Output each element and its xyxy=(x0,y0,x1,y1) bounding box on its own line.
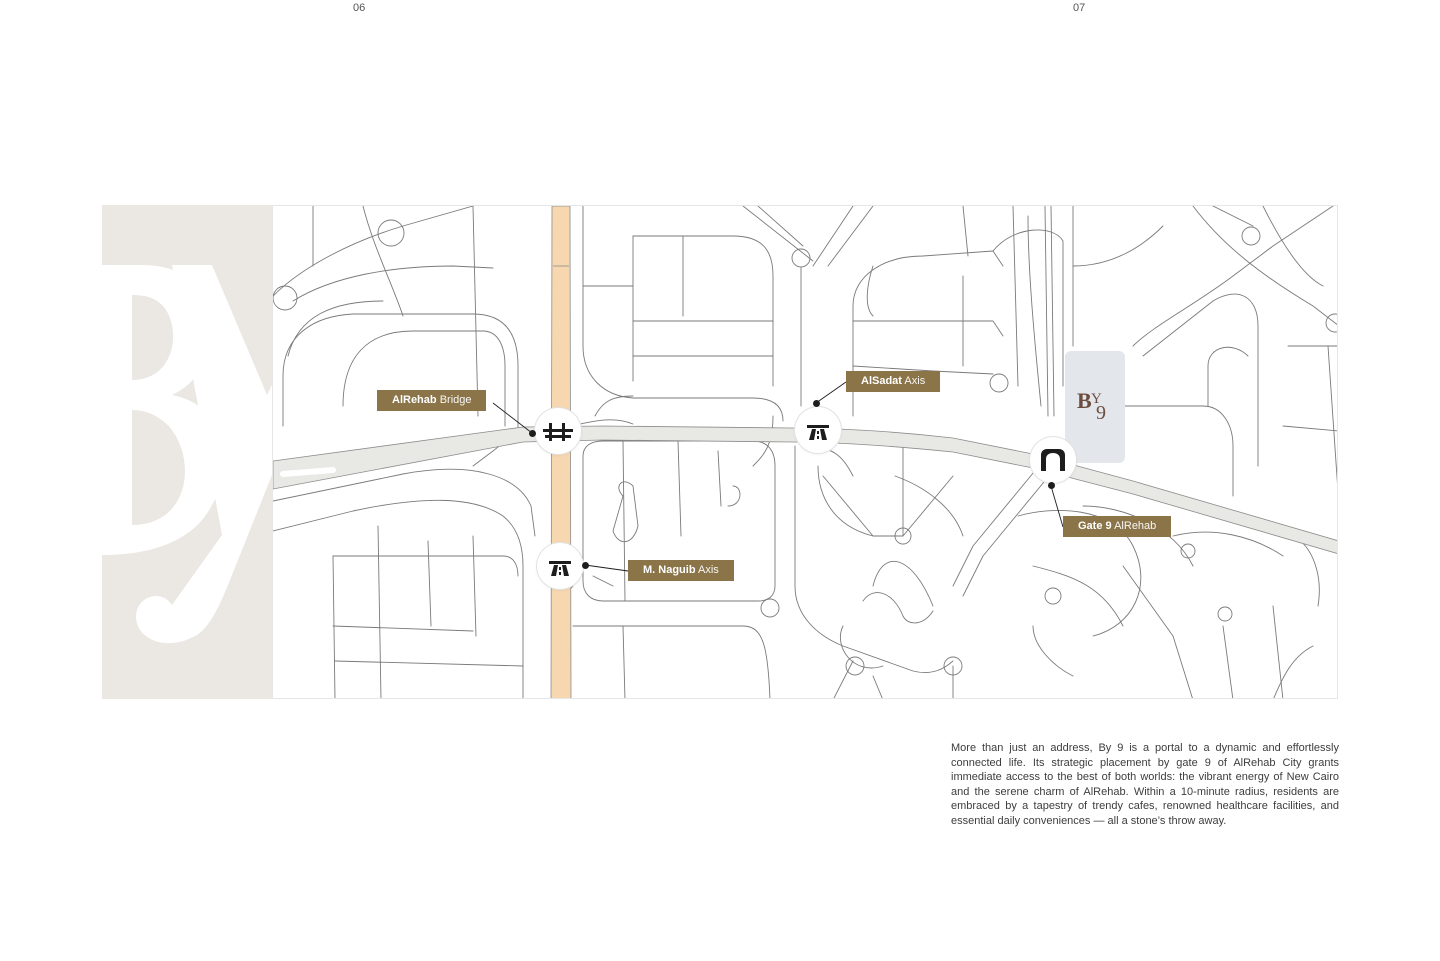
highway-icon xyxy=(807,420,829,440)
callout-alrehab-bridge-bold: AlRehab xyxy=(392,394,437,406)
description-paragraph: More than just an address, By 9 is a portal to a dynamic and effortlessly connected life. Its strategic placement by gate 9 of AlRehab City grants immediate access to the best of both worlds: the vibrant energy of New Cairo and the serene charm of AlRehab. Within a 10-minute radius, residents are embraced by a tapestry of trendy cafes, renowned healthcare facilities, and essential daily conveniences — all a stone’s throw away. xyxy=(951,742,1339,827)
gate-9-pin xyxy=(1048,482,1055,489)
callout-gate-9-bold: Gate 9 xyxy=(1078,520,1112,532)
callout-alsadat-axis-light: Axis xyxy=(904,375,926,387)
svg-text:B: B xyxy=(1077,388,1092,413)
svg-text:Y: Y xyxy=(1091,391,1102,407)
map-streets xyxy=(273,206,1338,699)
bridge-icon xyxy=(543,421,573,441)
m-naguib-axis-marker[interactable] xyxy=(537,543,583,589)
callout-alrehab-bridge xyxy=(377,390,486,411)
callout-alsadat-axis xyxy=(846,371,940,392)
alsadat-axis-pin xyxy=(813,400,820,407)
alrehab-bridge-pin xyxy=(529,430,536,437)
page-number-left: 06 xyxy=(353,2,366,14)
gate-9-marker[interactable] xyxy=(1030,437,1076,483)
callout-m-naguib-axis-light: Axis xyxy=(698,564,719,576)
callout-alsadat-axis-bold: AlSadat xyxy=(861,375,902,387)
callout-m-naguib-axis-bold: M. Naguib xyxy=(643,564,696,576)
m-naguib-axis-pin xyxy=(582,562,589,569)
svg-text:9: 9 xyxy=(1096,402,1106,424)
brand-watermark-panel xyxy=(102,205,272,699)
callout-gate-9-light: AlRehab xyxy=(1114,520,1157,532)
brand-watermark-logo xyxy=(102,205,272,699)
highway-icon xyxy=(549,556,571,576)
callout-alrehab-bridge-light: Bridge xyxy=(439,394,472,406)
page-number-right: 07 xyxy=(1073,2,1086,14)
gate-icon xyxy=(1041,449,1065,471)
alrehab-bridge-marker[interactable] xyxy=(535,408,581,454)
location-map xyxy=(272,205,1338,699)
callout-gate-9-alrehab xyxy=(1063,516,1171,537)
alsadat-axis-marker[interactable] xyxy=(795,407,841,453)
callout-m-naguib-axis xyxy=(628,560,734,581)
